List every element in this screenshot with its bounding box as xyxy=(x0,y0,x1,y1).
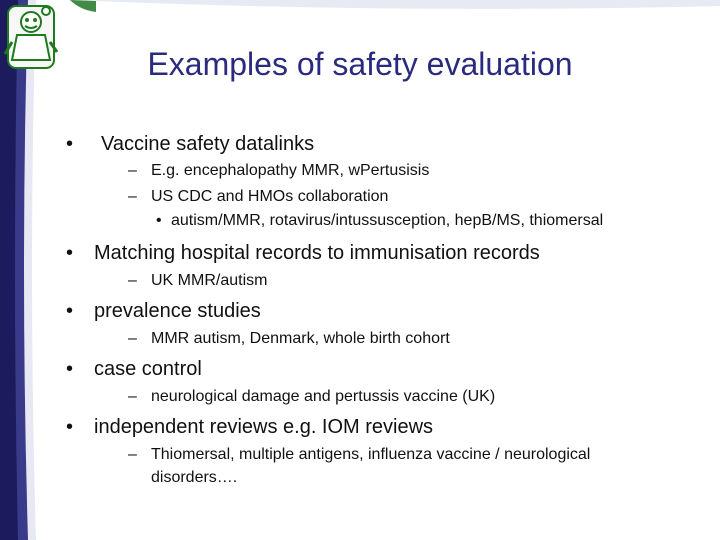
bullet-marker: • xyxy=(66,358,74,380)
sub-bullet-marker: – xyxy=(128,330,137,347)
sub-bullet-marker: – xyxy=(128,188,137,205)
sub-bullet-thiomersal-continuation: disorders…. xyxy=(151,469,238,486)
bullet-text-case-control: case control xyxy=(94,358,202,380)
slide-title: Examples of safety evaluation xyxy=(147,46,573,82)
sub-bullet-marker: – xyxy=(128,388,137,405)
sub-sub-bullet-autism-mmr: autism/MMR, rotavirus/intussusception, hepB/MS, thiomersal xyxy=(171,212,604,229)
bullet-text-prevalence-studies: prevalence studies xyxy=(94,300,261,322)
sub-sub-bullet-marker: • xyxy=(156,212,162,229)
bullet-text-independent-reviews: independent reviews e.g. IOM reviews xyxy=(94,416,434,438)
bullet-marker: • xyxy=(66,133,74,155)
bullet-marker: • xyxy=(66,242,74,264)
bullet-text-matching-hospital-records: Matching hospital records to immunisation records xyxy=(94,242,540,264)
sub-bullet-mmr-autism-denmark: MMR autism, Denmark, whole birth cohort xyxy=(151,330,450,347)
bullet-text-vaccine-safety-datalinks: Vaccine safety datalinks xyxy=(101,133,315,155)
sub-bullet-us-cdc: US CDC and HMOs collaboration xyxy=(151,188,389,205)
sub-bullet-marker: – xyxy=(128,272,137,289)
sub-bullet-encephalopathy: E.g. encephalopathy MMR, wPertusisis xyxy=(151,162,430,179)
sub-bullet-thiomersal: Thiomersal, multiple antigens, influenza vaccine / neurological xyxy=(151,446,591,463)
sub-bullet-marker: – xyxy=(128,162,137,179)
bullet-marker: • xyxy=(66,300,74,322)
sub-bullet-marker: – xyxy=(128,446,137,463)
sub-bullet-neurological-damage: neurological damage and pertussis vaccine (UK) xyxy=(151,388,496,405)
sub-bullet-uk-mmr-autism: UK MMR/autism xyxy=(151,272,268,289)
bullet-marker: • xyxy=(66,416,74,438)
